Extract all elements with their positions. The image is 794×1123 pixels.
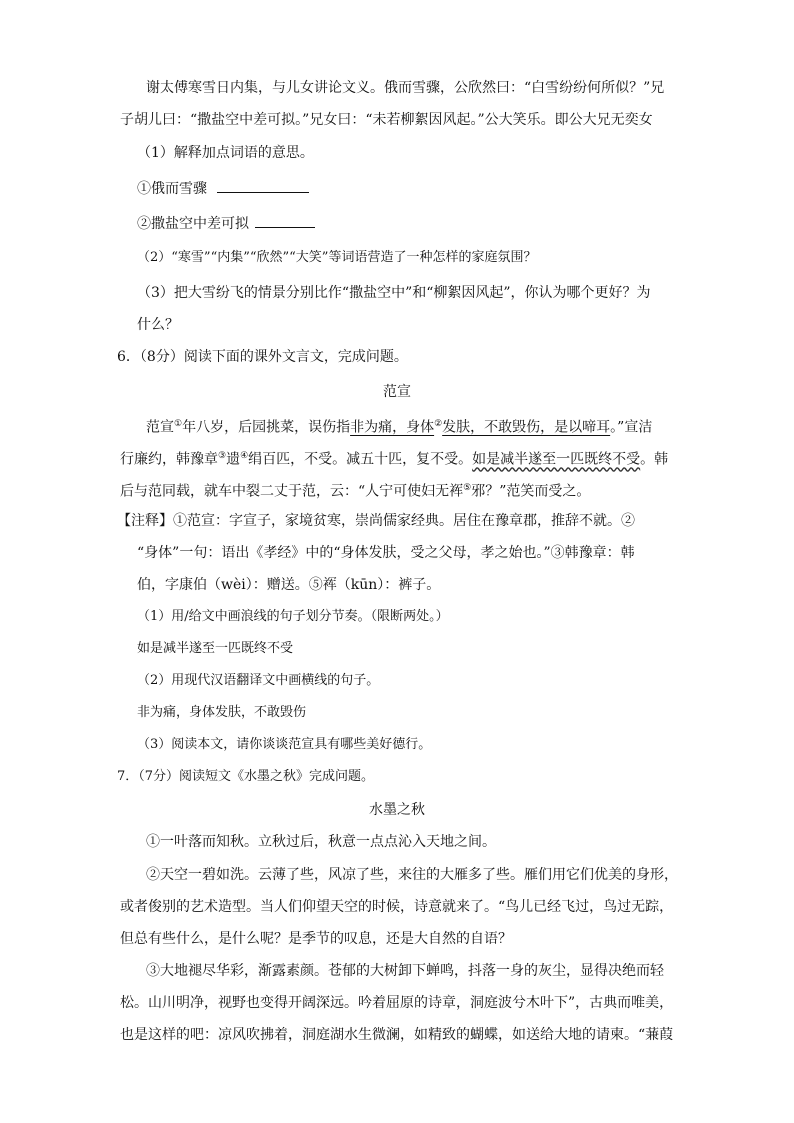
q6-underlined-text: 发肤，不敢毁伤，是以啼耳 (442, 419, 611, 436)
q7-paragraph-2-line-1: ②天空一碧如洗。云薄了些，风凉了些，来往的大雁多了些。雁们用它们优美的身形， (146, 867, 678, 883)
q5-subquestion-2: （2）“寒雪”“内集”“欣然”“大笑”等词语营造了一种怎样的家庭氛围？ (137, 250, 537, 265)
q6-title: 范宣 (383, 384, 411, 400)
q6-note-mark-2: ② (434, 419, 443, 429)
q6-notes-line-2: “身体”一句：语出《孝经》中的“身体发肤，受之父母，孝之始也。”③韩豫章：韩 (137, 545, 635, 561)
q5-subquestion-3-line-1: （3）把大雪纷飞的情景分别比作“撒盐空中”和“柳絮因风起”，你认为哪个更好？为 (137, 285, 651, 301)
q6-note-mark-1: ① (174, 419, 183, 429)
q6-subquestion-1-sentence: 如是减半遂至一匹既终不受 (137, 641, 294, 656)
q6-subquestion-2-sentence: 非为痛，身体发肤，不敢毁伤 (137, 705, 307, 720)
q5-passage-line-1: 谢太傅寒雪日内集，与儿女讲论文义。俄而雪骤，公欣然曰：“白雪纷纷何所似？”兄 (146, 80, 665, 96)
q6-passage-line-2 (120, 446, 668, 470)
q6-text: 行廉约，韩豫章 (120, 451, 218, 468)
q7-title: 水墨之秋 (369, 802, 425, 818)
q6-subquestion-3: （3）阅读本文，请你谈谈范宣具有哪些美好德行。 (137, 737, 432, 752)
q6-subquestion-1: （1）用/给文中画浪线的句子划分节奏。（限断两处。） (137, 609, 449, 624)
q6-header: 6．（8分）阅读下面的课外文言文，完成问题。 (117, 349, 408, 365)
q7-paragraph-1: ①一叶落而知秋。立秋过后，秋意一点点沁入天地之间。 (146, 834, 496, 850)
q6-wavy-underlined-text: 如是减半遂至一匹既终不受 (472, 451, 641, 468)
q6-note-mark-3: ③ (218, 451, 227, 461)
q6-note-mark-5: ⑤ (463, 483, 472, 493)
q5-subquestion-3-line-2: 什么？ (137, 317, 179, 333)
q7-paragraph-2-line-3: 但总有些什么，是什么呢？是季节的叹息，还是大自然的自语？ (120, 931, 512, 947)
q6-text: 后与范同载，就车中裂二丈于范，云：“人宁可使妇无裈 (120, 483, 464, 500)
q6-text: 。韩 (640, 451, 669, 468)
q6-text: 绢百匹，不受。减五十匹，复不受。 (248, 451, 473, 468)
q6-notes-line-3: 伯，字康伯（wèi）：赠送。⑤裈（kūn）：裤子。 (137, 577, 441, 593)
q5-item-2 (137, 213, 315, 234)
q7-paragraph-3-line-1: ③大地褪尽华彩，渐露素颜。苍郁的大树卸下蝉鸣，抖落一身的灰尘，显得决绝而轻 (146, 963, 664, 979)
q6-notes-line-1: 【注释】①范宣：字宣子，家境贫寒，崇尚儒家经典。居住在豫章郡，推辞不就。② (117, 513, 635, 529)
q7-paragraph-3-line-2: 松。山川明净，视野也变得开阔深远。吟着屈原的诗章，洞庭波兮木叶下”，古典而唯美， (120, 995, 674, 1011)
q5-item-1-label: ①俄而雪骤 (137, 181, 207, 197)
q7-paragraph-2-line-2: 或者俊别的艺术造型。当人们仰望天空的时候，诗意就来了。“鸟儿已经飞过，鸟过无踪， (120, 899, 674, 915)
q7-header: 7．（7分）阅读短文《水墨之秋》完成问题。 (117, 769, 375, 784)
q5-item-2-label: ②撒盐空中差可拟 (137, 216, 249, 232)
q5-item-1 (137, 178, 309, 199)
q6-passage-line-1 (146, 414, 652, 438)
q5-subquestion-1: （1）解释加点词语的意思。 (137, 145, 314, 161)
q6-subquestion-2: （2）用现代汉语翻译文中画横线的句子。 (137, 673, 380, 688)
q7-paragraph-3-line-3: 也是这样的吧：凉风吹拂着，洞庭湖水生微澜，如精致的蝴蝶，如送给大地的请柬。“蒹葭 (120, 1027, 674, 1043)
q6-passage-line-3 (120, 478, 590, 502)
q5-item-1-answer-blank[interactable] (217, 178, 309, 193)
q6-text: 范宣 (146, 419, 174, 436)
q6-note-mark-4: ④ (240, 451, 249, 461)
q5-item-2-answer-blank[interactable] (255, 213, 315, 228)
q5-passage-line-2: 子胡儿曰：“撒盐空中差可拟。”兄女曰：“未若柳絮因风起。”公大笑乐。即公大兄无奕女 (120, 112, 653, 128)
q6-text: 。”宣洁 (610, 419, 653, 436)
q6-text: 年八岁，后园挑菜，误伤指 (182, 419, 351, 436)
q6-text: 邪？”范笑而受之。 (471, 483, 591, 500)
q6-underlined-text: 非为痛，身体 (350, 419, 435, 436)
q6-text: 遗 (226, 451, 241, 468)
